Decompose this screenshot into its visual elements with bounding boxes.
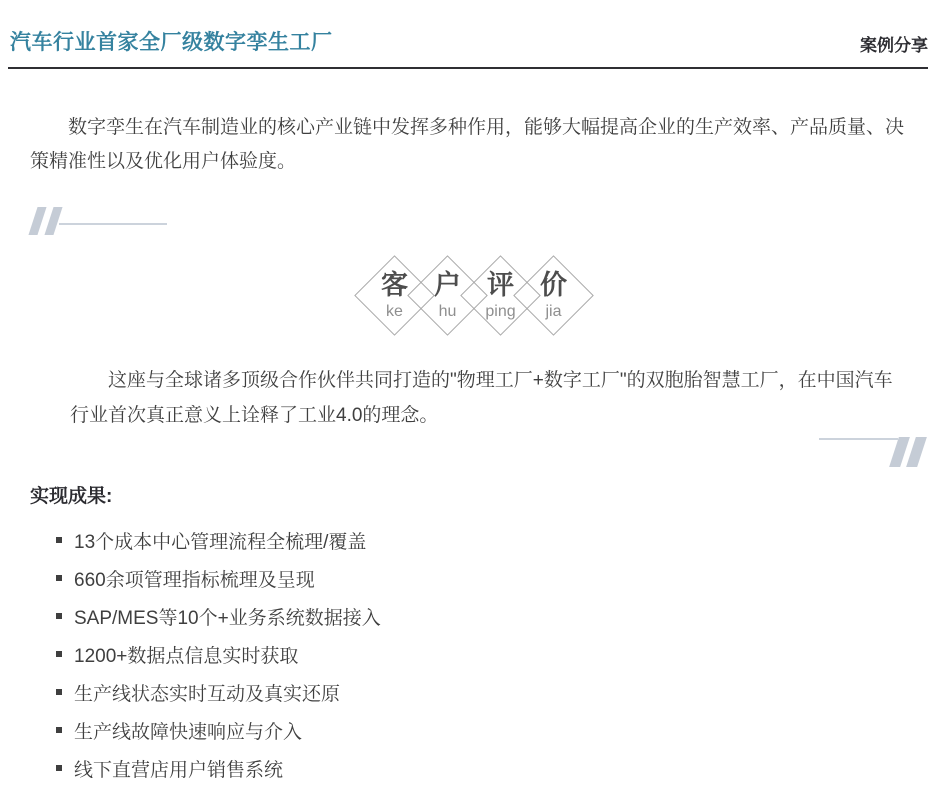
stamp-char: 评 (486, 269, 514, 299)
quote-line (819, 438, 898, 440)
opening-quote-icon (33, 207, 947, 237)
header-divider (8, 67, 928, 69)
list-item-text: 生产线状态实时互动及真实还原 (74, 683, 341, 705)
list-item-text: 生产线故障快速响应与介入 (74, 721, 303, 743)
bullet-icon (56, 537, 62, 543)
list-item-text: 线下直营店用户销售系统 (74, 759, 284, 781)
list-item (56, 749, 947, 787)
stamp-char: 价 (539, 269, 567, 299)
list-item-text: 13个成本中心管理流程全梳理/覆盖 (74, 531, 367, 553)
stamp-pinyin: jia (544, 302, 561, 319)
quote-bar-icon (28, 207, 46, 235)
header (0, 0, 947, 67)
stamp-diamond (513, 255, 594, 336)
stamp-pinyin: ke (385, 302, 403, 319)
bullet-icon (56, 651, 62, 657)
list-item (56, 597, 947, 635)
list-item (56, 711, 947, 749)
quote-bar-icon (906, 437, 927, 467)
case-share-badge: 案例分享 (860, 36, 928, 55)
list-item (56, 673, 947, 711)
list-item-text: 1200+数据点信息实时获取 (74, 645, 299, 667)
list-item-text: 660余项管理指标梳理及呈现 (74, 569, 315, 591)
list-item-text: SAP/MES等10个+业务系统数据接入 (74, 607, 381, 629)
quote-paragraph: 这座与全球诸多顶级合作伙伴共同打造的"物理工厂+数字工厂"的双胞胎智慧工厂，在中国汽车行业首次真正意义上诠释了工业4.0的理念。 (70, 370, 893, 426)
quote-bar-icon (44, 207, 62, 235)
intro-paragraph: 数字孪生在汽车制造业的核心产业链中发挥多种作用，能够大幅提高企业的生产效率、产品质量、决策精准性以及优化用户体验度。 (30, 117, 905, 172)
bullet-icon (56, 613, 62, 619)
quote-line (59, 223, 167, 225)
stamp-char: 户 (433, 269, 461, 299)
list-item (56, 559, 947, 597)
bullet-icon (56, 575, 62, 581)
customer-review-stamp (0, 245, 947, 345)
stamp-pinyin: hu (438, 302, 456, 319)
stamp-pinyin: ping (484, 302, 516, 319)
bullet-icon (56, 689, 62, 695)
bullet-icon (56, 727, 62, 733)
stamp-diamond-content (526, 268, 581, 323)
list-item (56, 635, 947, 673)
bullet-icon (56, 765, 62, 771)
closing-quote-icon (0, 437, 922, 469)
page-title: 汽车行业首家全厂级数字孪生工厂 (10, 31, 333, 54)
stamp-char: 客 (380, 269, 408, 299)
results-list (56, 521, 947, 787)
list-item (56, 521, 947, 559)
results-heading: 实现成果: (30, 486, 113, 507)
